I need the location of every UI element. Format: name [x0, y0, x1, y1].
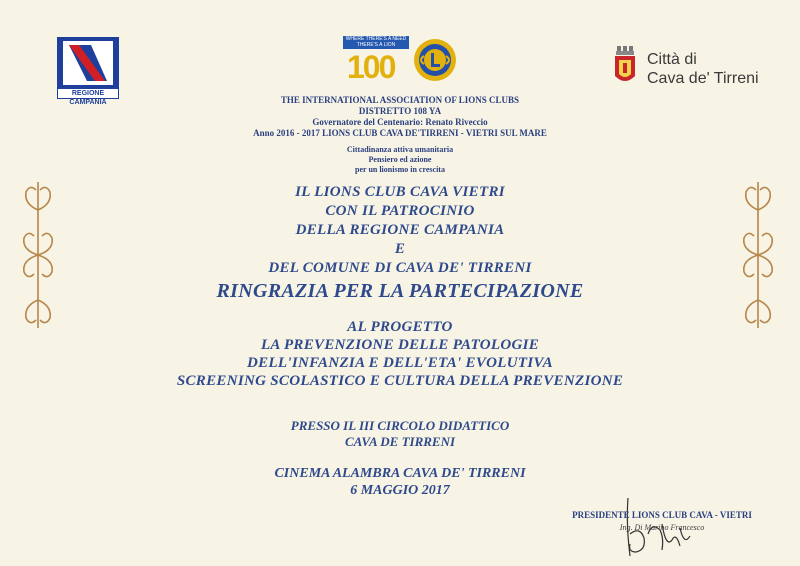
intro-line2: CON IL PATROCINIO	[325, 203, 475, 219]
motto-line3: per un lionismo in crescita	[355, 165, 445, 174]
campania-caption: REGIONE CAMPANIA	[57, 88, 119, 99]
signature-name: Ing. Di Marino Francesco	[619, 523, 705, 532]
header-line2: DISTRETTO 108 YA	[358, 106, 442, 116]
event-line2: 6 MAGGIO 2017	[350, 483, 450, 498]
lions-centennial-logo	[343, 36, 409, 84]
signature-title: PRESIDENTE LIONS CLUB CAVA - VIETRI	[572, 510, 752, 520]
thanks-heading: RINGRAZIA PER LA PARTECIPAZIONE	[216, 280, 584, 302]
motto-line1: Cittadinanza attiva umanitaria	[346, 145, 454, 154]
motto-line2: Pensiero ed azione	[368, 155, 432, 164]
right-ornament-icon	[738, 180, 778, 330]
campania-flag-icon	[57, 37, 119, 89]
place-line2: CAVA DE TIRRENI	[344, 434, 456, 449]
project-line4: SCREENING SCOLASTICO E CULTURA DELLA PREVENZIONE	[176, 373, 624, 389]
event-block	[120, 465, 680, 499]
citta-text	[647, 50, 759, 88]
lions-banner-bottom: THERE'S A LION	[356, 42, 396, 48]
left-ornament-icon	[18, 180, 58, 330]
citta-line2: Cava de' Tirreni	[647, 70, 759, 87]
project-line2: LA PREVENZIONE DELLE PATOLOGIE	[260, 337, 540, 353]
place-line1: PRESSO IL III CIRCOLO DIDATTICO	[290, 418, 510, 433]
intro-line4: E	[394, 241, 406, 257]
lions-banner-top: WHERE THERE'S A NEED	[345, 36, 407, 42]
header-line4: Anno 2016 - 2017 LIONS CLUB CAVA DE'TIRRENI - VIETRI SUL MARE	[253, 128, 547, 138]
intro-line5: DEL COMUNE DI CAVA DE' TIRRENI	[268, 260, 532, 276]
citta-cava-logo	[613, 46, 783, 102]
event-line1: CINEMA ALAMBRA CAVA DE' TIRRENI	[274, 466, 526, 481]
lions-banner	[343, 36, 409, 49]
regione-campania-logo	[57, 37, 119, 106]
header-line1: THE INTERNATIONAL ASSOCIATION OF LIONS CLUBS	[280, 95, 520, 105]
project-block	[120, 318, 680, 390]
place-block	[120, 418, 680, 450]
header-line3: Governatore del Centenario: Renato Riveccio	[312, 117, 488, 127]
intro-block	[120, 183, 680, 278]
association-header	[190, 95, 610, 139]
project-line3: DELL'INFANZIA E DELL'ETA' EVOLUTIVA	[247, 355, 553, 371]
lions-international-emblem-icon	[413, 38, 457, 82]
intro-line3: DELLA REGIONE CAMPANIA	[295, 222, 505, 238]
cava-crest-icon	[613, 46, 637, 88]
lions-100-number: 100	[347, 49, 395, 85]
citta-line1: Città di	[647, 51, 697, 68]
motto-block	[190, 145, 610, 175]
intro-line1: IL LIONS CLUB CAVA VIETRI	[295, 184, 505, 200]
project-line1: AL PROGETTO	[347, 319, 453, 335]
